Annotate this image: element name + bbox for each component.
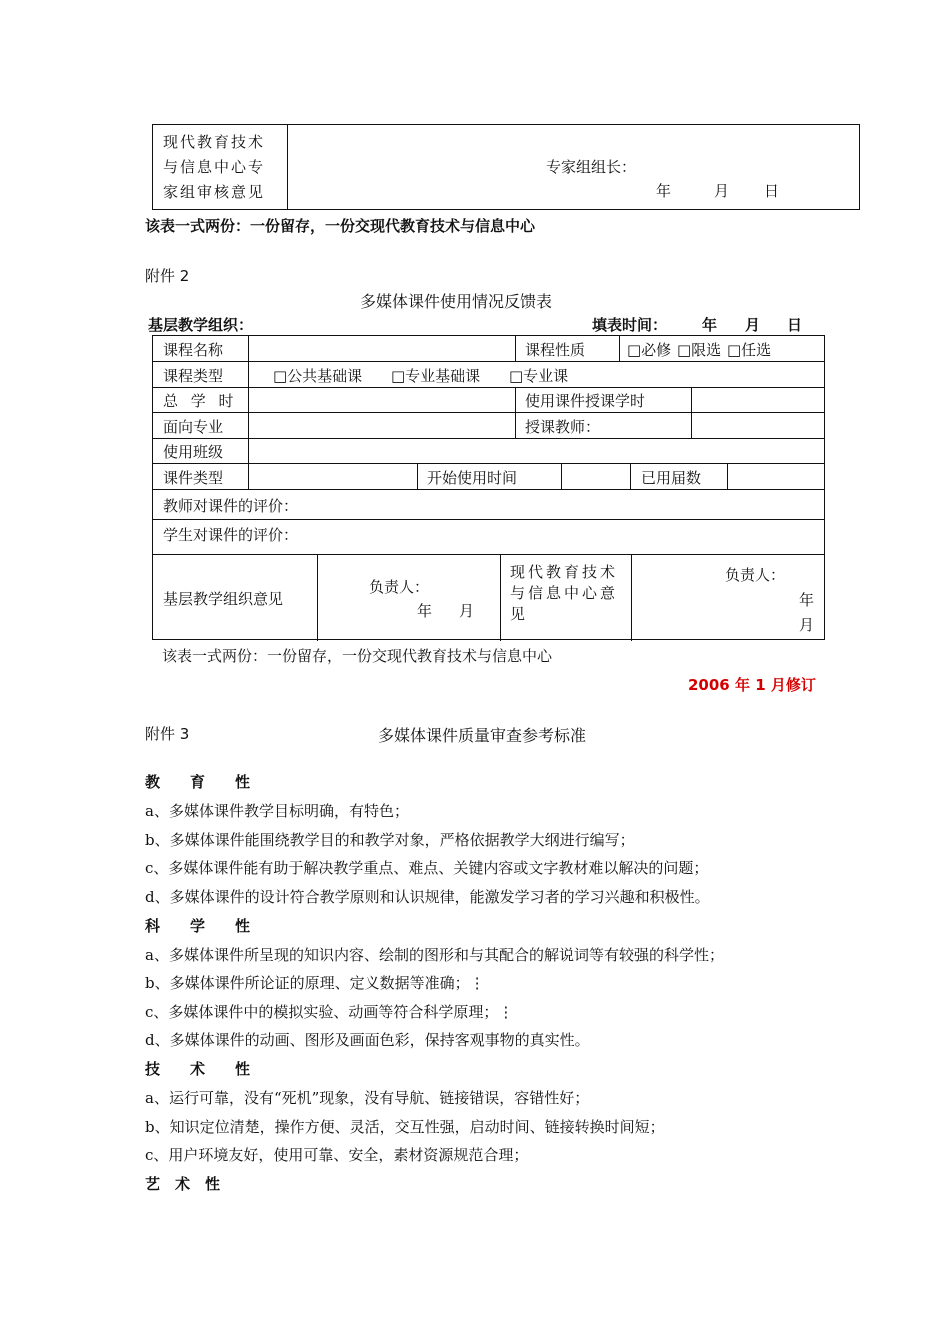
fill-day: 日: [787, 316, 803, 334]
feedback-table: [152, 335, 825, 640]
expert-leader-label: 专家组组长：: [546, 158, 637, 176]
courseware-type-label: 课件类型: [163, 469, 224, 487]
criteria-item: b、多媒体课件能围绕教学目的和教学对象，严格依据教学大纲进行编写；: [145, 831, 635, 849]
review-label-cell: [153, 125, 288, 210]
type-public-option: □公共基础课: [273, 367, 363, 385]
type-basic-option: □专业基础课: [391, 367, 481, 385]
years-used-label: 已用届数: [641, 469, 702, 487]
center-opinion-label: [510, 561, 618, 624]
criteria-item: b、知识定位清楚，操作方便、灵活，交互性强，启动时间、链接转换时间短；: [145, 1118, 665, 1136]
teacher-eval-label: 教师对课件的评价：: [163, 497, 299, 515]
attachment2-label: 附件 2: [145, 267, 190, 285]
fill-month: 月: [745, 316, 761, 334]
course-name-label: 课程名称: [163, 341, 224, 359]
review-day: 日: [764, 182, 780, 200]
type-major-option: □专业课: [509, 367, 569, 385]
section-heading: 技 术 性: [145, 1060, 251, 1078]
attachment2-title: 多媒体课件使用情况反馈表: [360, 292, 553, 311]
org-label: 基层教学组织：: [148, 316, 254, 334]
criteria-item: a、多媒体课件教学目标明确，有特色；: [145, 802, 409, 820]
responsible2-label: 负责人：: [725, 566, 786, 584]
criteria-item: d、多媒体课件的设计符合教学原则和认识规律，能激发学习者的学习兴趣和积极性。: [145, 888, 710, 906]
criteria-item: a、运行可靠，没有“死机”现象，没有导航、链接错误，容错性好；: [145, 1089, 590, 1107]
nature-elective-option: □任选: [727, 341, 772, 359]
criteria-item: a、多媒体课件所呈现的知识内容、绘制的图形和与其配合的解说词等有较强的科学性；: [145, 946, 724, 964]
criteria-item: b、多媒体课件所论证的原理、定义数据等准确；⋮: [145, 974, 485, 992]
attachment3-title: 多媒体课件质量审查参考标准: [378, 726, 587, 745]
opinion-month: 月: [459, 602, 475, 620]
major-label: 面向专业: [163, 418, 224, 436]
review-content-cell: [288, 125, 860, 210]
course-nature-label: 课程性质: [525, 341, 586, 359]
responsible-label: 负责人：: [369, 578, 430, 596]
feedback-copy-note: 该表一式两份：一份留存，一份交现代教育技术与信息中心: [162, 647, 553, 665]
courseware-hours-label: 使用课件授课学时: [525, 392, 646, 410]
fill-year: 年: [702, 316, 718, 334]
center-line: 见: [510, 605, 529, 623]
criteria-item: c、多媒体课件中的模拟实验、动画等符合科学原理；⋮: [145, 1003, 514, 1021]
opinion-year: 年: [417, 602, 433, 620]
revision-date: 2006 年 1 月修订: [688, 676, 816, 694]
start-time-label: 开始使用时间: [427, 469, 518, 487]
criteria-item: c、多媒体课件能有助于解决教学重点、难点、关键内容或文字教材难以解决的问题；: [145, 859, 709, 877]
copy-note: 该表一式两份：一份留存，一份交现代教育技术与信息中心: [145, 217, 536, 235]
review-label-line: 现代教育技术: [163, 132, 266, 151]
nature-required-option: □必修: [627, 341, 672, 359]
total-hours-label: 总 学 时: [163, 392, 238, 410]
course-type-label: 课程类型: [163, 367, 224, 385]
nature-limited-option: □限选: [677, 341, 722, 359]
review-year: 年: [656, 182, 672, 200]
review-label-line: 与信息中心专: [163, 157, 266, 176]
center-line: 现代教育技术: [510, 563, 619, 581]
criteria-item: d、多媒体课件的动画、图形及画面色彩，保持客观事物的真实性。: [145, 1031, 590, 1049]
section-heading: 科 学 性: [145, 917, 251, 935]
attachment3-label: 附件 3: [145, 725, 190, 743]
center-year: 年: [799, 591, 815, 609]
review-opinion-table: [152, 124, 860, 210]
class-label: 使用班级: [163, 443, 224, 461]
fill-time-label: 填表时间：: [592, 316, 668, 334]
review-label-line: 家组审核意见: [163, 182, 266, 201]
review-month: 月: [714, 182, 730, 200]
org-opinion-label: 基层教学组织意见: [163, 590, 284, 608]
teacher-label: 授课教师：: [525, 418, 601, 436]
section-heading: 教 育 性: [145, 773, 251, 791]
section-heading: 艺 术 性: [145, 1175, 221, 1193]
criteria-item: c、用户环境友好，使用可靠、安全，素材资源规范合理；: [145, 1146, 529, 1164]
student-eval-label: 学生对课件的评价：: [163, 526, 299, 544]
center-line: 与信息中心意: [510, 584, 619, 602]
center-month: 月: [799, 616, 815, 634]
